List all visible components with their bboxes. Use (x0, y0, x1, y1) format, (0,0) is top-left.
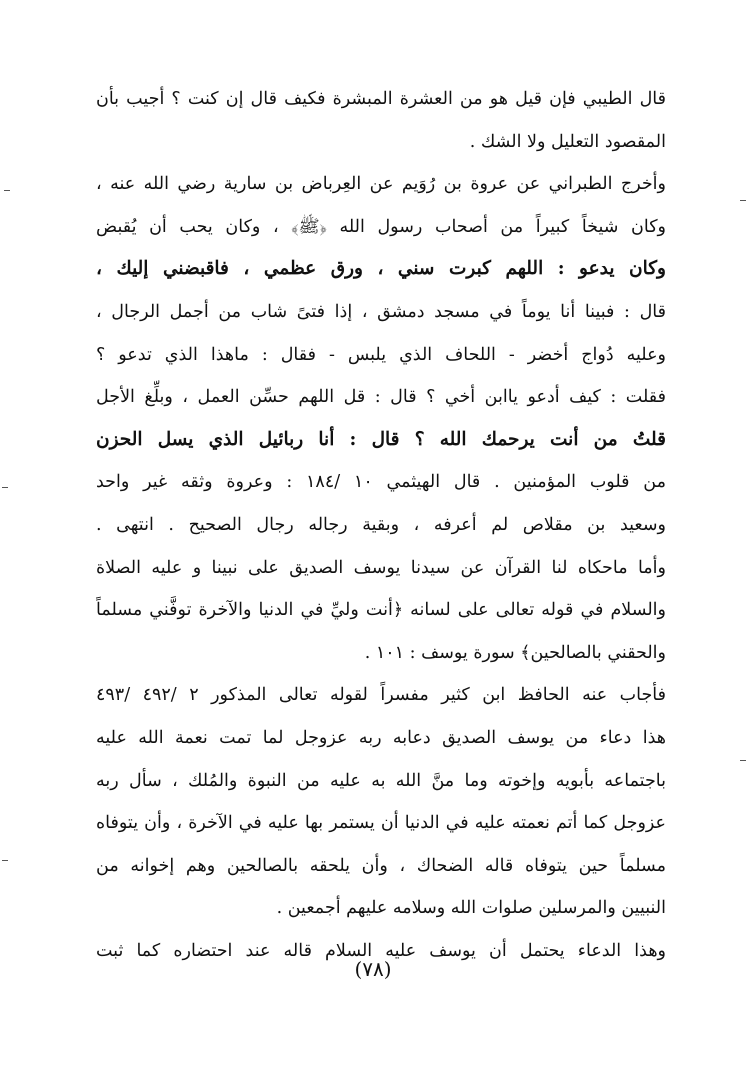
text-line-6: قال : فبينا أنا يوماً في مسجد دمشق ، إذا فتىً شاب من أجمل الرجال ، (96, 301, 666, 322)
scan-edge-mark (2, 487, 8, 488)
page-body (96, 78, 666, 972)
text-line-5: وكان يدعو : اللهم كبرت سني ، ورق عظمي ، فاقبضني إليك ، (96, 258, 666, 280)
text-line-13: والسلام في قوله تعالى على لسانه ﴿أنت وليِّ في الدنيا والآخرة توفَّني مسلماً (96, 600, 666, 621)
scan-edge-mark (2, 860, 8, 861)
text-line-4: وكان شيخاً كبيراً من أصحاب رسول الله ﴿ﷺ﴾ ، وكان يحب أن يُقبض (96, 216, 666, 237)
text-line-10: من قلوب المؤمنين . قال الهيثمي ١٠ /١٨٤ : وعروة وثقه غير واحد (96, 472, 666, 493)
text-line-3: وأخرج الطبراني عن عروة بن رُوَيم عن العِرباض بن سارية رضي الله عنه ، (96, 174, 666, 195)
text-line-17: باجتماعه بأبويه وإخوته وما منَّ الله به عليه من النبوة والمُلك ، سأل ربه (96, 770, 666, 791)
text-line-7: وعليه دُواج أخضر - اللحاف الذي يلبس - فقال : ماهذا الذي تدعو ؟ (96, 344, 666, 365)
scan-edge-mark (4, 190, 10, 191)
text-line-11: وسعيد بن مقلاص لم أعرفه ، وبقية رجاله رجال الصحيح . انتهى . (96, 514, 666, 535)
text-line-1: قال الطيبي فإن قيل هو من العشرة المبشرة فكيف قال إن كنت ؟ أجيب بأن (96, 89, 666, 109)
text-line-2: المقصود التعليل ولا الشك . (469, 131, 666, 152)
text-line-20: النبيين والمرسلين صلوات الله وسلامه عليهم أجمعين . (276, 898, 666, 919)
text-line-21: وهذا الدعاء يحتمل أن يوسف عليه السلام قاله عند احتضاره كما ثبت (96, 940, 666, 961)
text-line-14: والحقني بالصالحين﴾ سورة يوسف : ١٠١ . (364, 642, 666, 663)
text-line-12: وأما ماحكاه لنا القرآن عن سيدنا يوسف الصديق على نبينا و عليه الصلاة (96, 557, 666, 578)
text-line-9: قلتُ من أنت يرحمك الله ؟ قال : أنا ربائيل الذي يسل الحزن (96, 428, 666, 450)
text-line-18: عزوجل كما أتم نعمته عليه في الدنيا أن يستمر بها عليه في الآخرة ، وأن يتوفاه (96, 813, 666, 834)
text-line-19: مسلماً حين يتوفاه قاله الضحاك ، وأن يلحقه بالصالحين وهم إخوانه من (96, 855, 666, 876)
scan-edge-mark (740, 200, 746, 201)
scan-edge-mark (740, 760, 746, 761)
text-line-16: هذا دعاء من يوسف الصديق دعابه ربه عزوجل لما تمت نعمة الله عليه (96, 727, 666, 748)
text-line-15: فأجاب عنه الحافظ ابن كثير مفسراً لقوله تعالى المذكور ٢ /٤٩٢ /٤٩٣ (96, 685, 666, 706)
page-number: (٧٨) (354, 957, 392, 981)
text-line-8: فقلت : كيف أدعو ياابن أخي ؟ قال : قل اللهم حسِّن العمل ، وبلِّغ الأجل (96, 387, 666, 408)
